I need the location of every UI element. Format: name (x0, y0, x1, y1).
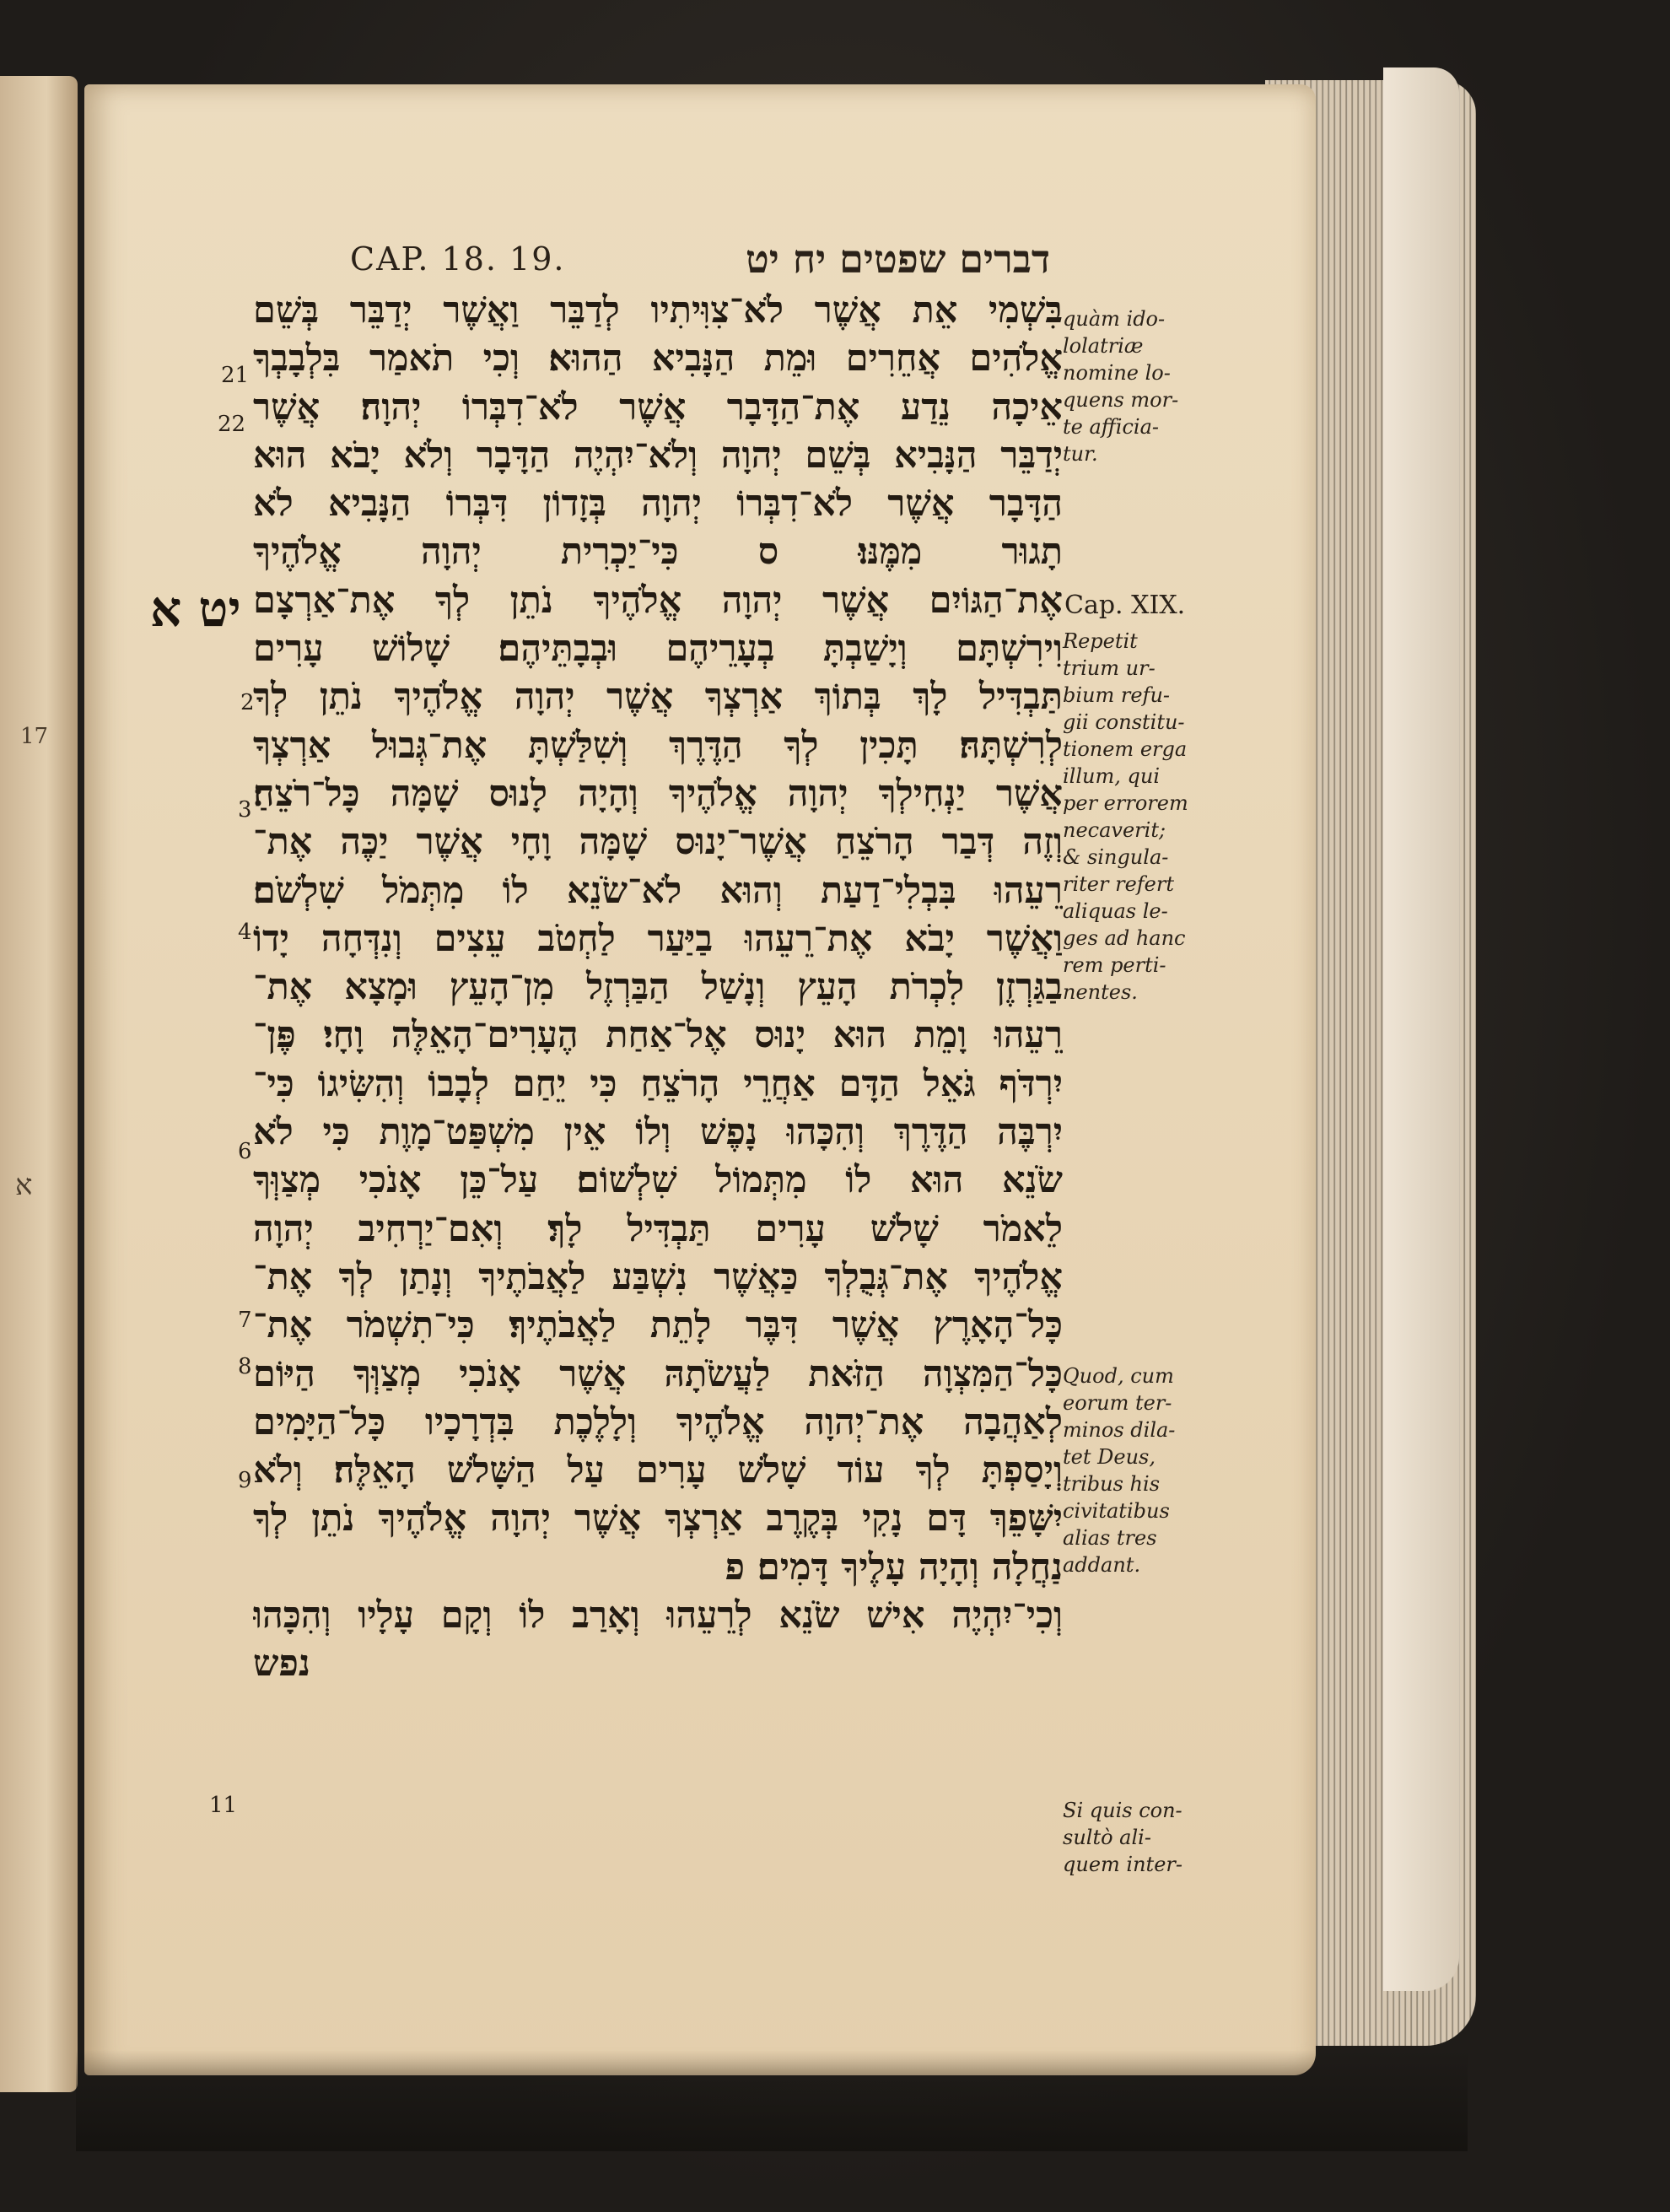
text-line: תָגוּר מִמֶּנּוּ׃ ס כִּי־יַכְרִית יְהוָה אֱלֹהֶיךָ (253, 531, 1063, 574)
text-line: רֵעֵהוּ בִּבְלִי־דַעַת וְהוּא לֹא־שֹׂנֵא לוֹ מִתְּמֹל שִׁלְשֹׁם׃ (253, 869, 1063, 912)
running-head (350, 229, 1050, 289)
text-line: לֵאמֹר שָׁלֹשׁ עָרִים תַּבְדִּיל לָךְ׃ וְאִם־יַרְחִיב יְהוָה (253, 1207, 1063, 1250)
verse-number: 9 (238, 1468, 252, 1493)
left-page-edge (0, 76, 78, 2092)
text-line: לְרִשְׁתָּהּ׃ תָּכִין לְךָ הַדֶּרֶךְ וְשִׁלַּשְׁתָּ אֶת־גְּבוּל אַרְצְךָ (253, 724, 1063, 767)
text-line: יִרְדֹּף גֹּאֵל הַדָּם אַחֲרֵי הָרֹצֵחַ כִּי יֵחַם לְבָבוֹ וְהִשִּׂיגוֹ כִּי־ (253, 1062, 1063, 1105)
text-line: וַאֲשֶׁר יָבֹא אֶת־רֵעֵהוּ בַיַּעַר לַחְטֹב עֵצִים וְנִדְּחָה יָדוֹ (253, 917, 1063, 960)
text-line: בִּשְׁמִי אֵת אֲשֶׁר לֹא־צִוִּיתִיו לְדַבֵּר וַאֲשֶׁר יְדַבֵּר בְּשֵׁם (253, 289, 1063, 332)
text-line: אֵיכָה נֵדַע אֶת־הַדָּבָר אֲשֶׁר לֹא־דִבְּרוֹ יְהוָה׃ אֲשֶׁר (253, 386, 1063, 429)
text-line: וְכִי־יִהְיֶה אִישׁ שֹׂנֵא לְרֵעֵהוּ וְאָרַב לוֹ וְקָם עָלָיו וְהִכָּהוּ (253, 1594, 1063, 1637)
margin-note-refuge-cities: Repetit trium ur- bium refu- gii constitu- tionem erga illum, qui per errorem necaverit; & singula- riter refert aliquas le- ges ad hanc rem perti- nentes. (1063, 629, 1188, 1004)
text-line: כָּל־הַמִּצְוָה הַזֹּאת לַעֲשֹׂתָהּ אֲשֶׁר אָנֹכִי מְצַוְּךָ הַיּוֹם (253, 1352, 1063, 1395)
text-line: יִשָּׁפֵךְ דָּם נָקִי בְּקֶרֶב אַרְצְךָ אֲשֶׁר יְהוָה אֱלֹהֶיךָ נֹתֵן לְךָ (253, 1497, 1063, 1540)
text-line: רֵעֵהוּ וָמֵת הוּא יָנוּס אֶל־אַחַת הֶעָרִים־הָאֵלֶּה וָחָי׃ פֶּן־ (253, 1014, 1063, 1057)
bottom-shadow (76, 2050, 1468, 2151)
chapter-reference: CAP. 18. 19. (350, 240, 566, 278)
hebrew-text-column (253, 287, 1063, 1689)
text-line: תַּבְדִּיל לָךְ בְּתוֹךְ אַרְצְךָ אֲשֶׁר יְהוָה אֱלֹהֶיךָ נֹתֵן לְךָ (253, 676, 1063, 719)
verse-number: 21 (221, 363, 250, 388)
text-line: בַגַּרְזֶן לִכְרֹת הָעֵץ וְנָשַׁל הַבַּרְזֶל מִן־הָעֵץ וּמָצָא אֶת־ (253, 966, 1063, 1009)
verse-number: 11 (209, 1793, 238, 1818)
text-line: אֶת־הַגּוֹיִם אֲשֶׁר יְהוָה אֱלֹהֶיךָ נֹתֵן לְךָ אֶת־אַרְצָם (253, 579, 1063, 622)
text-line: אֱלֹהִים אֲחֵרִים וּמֵת הַנָּבִיא הַהוּא׃ וְכִי תֹאמַר בִּלְבָבְךָ (253, 337, 1063, 380)
verse-number: 22 (218, 412, 246, 437)
verse-number: 2 (240, 690, 255, 715)
verse-number: 7 (238, 1308, 252, 1333)
page-stack-edge (1383, 67, 1459, 1991)
text-line: וְזֶה דְּבַר הָרֹצֵחַ אֲשֶׁר־יָנוּס שָׁמָּה וָחָי אֲשֶׁר יַכֶּה אֶת־ (253, 821, 1063, 864)
verse-number: 6 (238, 1139, 252, 1164)
text-line: לְאַהֲבָה אֶת־יְהוָה אֱלֹהֶיךָ וְלָלֶכֶת בִּדְרָכָיו כָּל־הַיָּמִים (253, 1400, 1063, 1443)
chapter-marker: יט א (150, 580, 241, 638)
verse-number: 3 (238, 797, 252, 823)
catchword: נפש (253, 1643, 310, 1686)
margin-chapter-heading: Cap. XIX. (1064, 591, 1186, 620)
text-line: אֱלֹהֶיךָ אֶת־גְּבֻלְךָ כַּאֲשֶׁר נִשְׁבַּע לַאֲבֹתֶיךָ וְנָתַן לְךָ אֶת־ (253, 1255, 1063, 1298)
text-line: כָּל־הָאָרֶץ אֲשֶׁר דִּבֶּר לָתֵת לַאֲבֹתֶיךָ׃ כִּי־תִשְׁמֹר אֶת־ (253, 1304, 1063, 1347)
text-line: וְיָסַפְתָּ לְךָ עוֹד שָׁלֹשׁ עָרִים עַל הַשָּׁלֹשׁ הָאֵלֶּה׃ וְלֹא (253, 1449, 1063, 1492)
text-line: אֲשֶׁר יַנְחִילְךָ יְהוָה אֱלֹהֶיךָ וְהָיָה לָנוּס שָׁמָּה כָּל־רֹצֵחַ׃ (253, 772, 1063, 815)
text-line: נַחֲלָה וְהָיָה עָלֶיךָ דָּמִים׃ פ (725, 1546, 1063, 1589)
text-line: יְדַבֵּר הַנָּבִיא בְּשֵׁם יְהוָה וְלֹא־יִהְיֶה הַדָּבָר וְלֹא יָבֹא הוּא (253, 434, 1063, 477)
text-line: הַדָּבָר אֲשֶׁר לֹא־דִבְּרוֹ יְהוָה בְּזָדוֹן דִּבְּרוֹ הַנָּבִיא לֹא (253, 483, 1063, 526)
margin-note-idolatry: quàm ido- lolatriæ nomine lo- quens mor- te afficia- tur. (1063, 307, 1179, 466)
margin-note-deliberate-killing: Si quis con- sultò ali- quem inter- (1063, 1799, 1182, 1876)
verse-number: 4 (238, 920, 252, 945)
verse-number: 8 (238, 1354, 252, 1379)
left-page-letter: א (15, 1168, 33, 1202)
margin-note-three-more-cities: Quod, cum eorum ter- minos dila- tet Deus, tribus his civitatibus alias tres addant. (1063, 1364, 1176, 1577)
left-page-number: 17 (20, 724, 49, 749)
text-line: יִרְבֶּה הַדֶּרֶךְ וְהִכָּהוּ נָפֶשׁ וְלוֹ אֵין מִשְׁפַּט־מָוֶת כִּי לֹא (253, 1111, 1063, 1154)
book-title-hebrew: דברים שפטים יח יט (746, 236, 1050, 282)
text-line: וִירִשְׁתָּם וְיָשַׁבְתָּ בְעָרֵיהֶם וּבְבָתֵּיהֶם׃ שָׁלוֹשׁ עָרִים (253, 628, 1063, 671)
text-line: שֹׂנֵא הוּא לוֹ מִתְּמוֹל שִׁלְשׁוֹם׃ עַל־כֵּן אָנֹכִי מְצַוְּךָ (253, 1159, 1063, 1202)
